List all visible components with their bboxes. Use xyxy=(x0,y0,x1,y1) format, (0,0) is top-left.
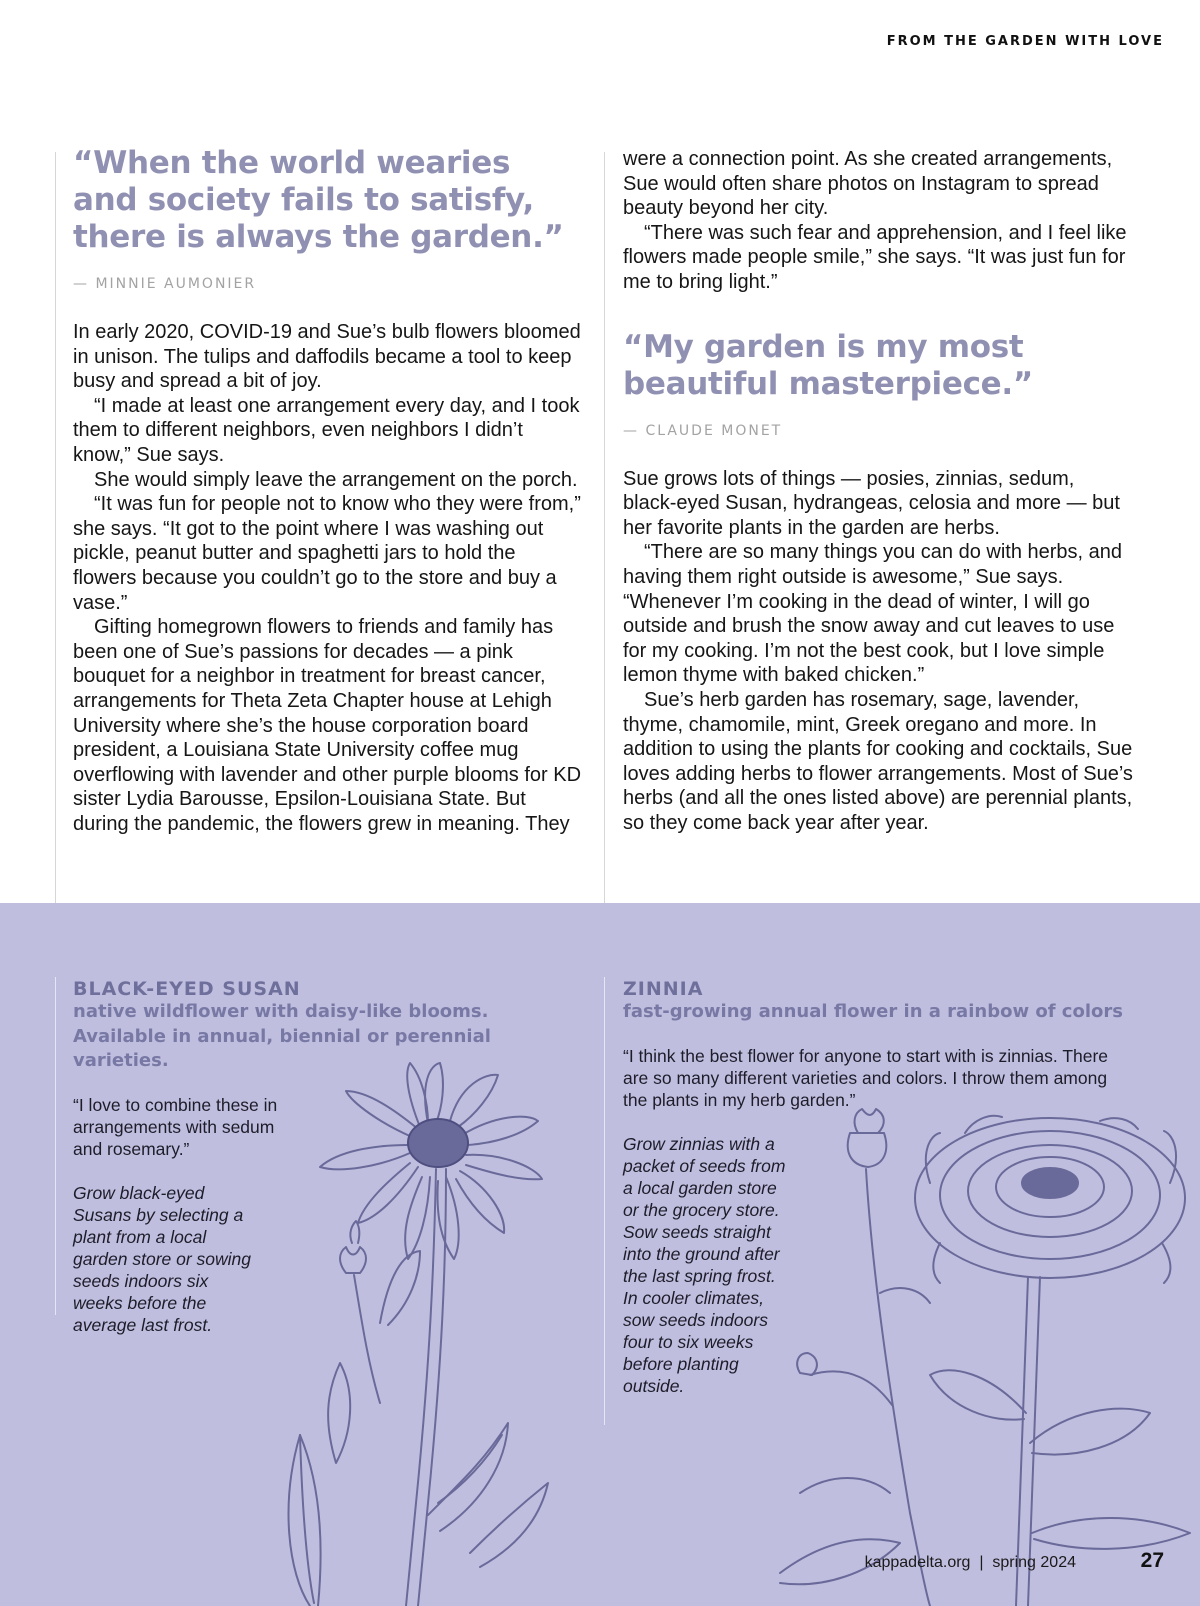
paragraph: She would simply leave the arrangement on the porch. xyxy=(94,468,578,491)
flower-sidebar-band xyxy=(0,903,1200,1606)
paragraph: “There was such fear and apprehension, and I feel like flowers made people smile,” she says. “It was just fun for me to bring light.” xyxy=(623,221,1127,293)
pull-quote-aumonier: “When the world wearies and society fails to satisfy, there is always the garden.” xyxy=(73,145,564,255)
page-number: 27 xyxy=(1140,1549,1164,1572)
black-eyed-susan-heading: BLACK-EYED SUSAN xyxy=(73,978,301,1000)
right-body-text xyxy=(623,467,1133,836)
black-eyed-susan-tip: Grow black-eyed Susans by selecting a plant from a local garden store or sowing seeds indoors six weeks before the average last frost. xyxy=(73,1182,252,1335)
pull-quote-monet: “My garden is my most beautiful masterpiece.” xyxy=(623,328,1033,402)
zinnia-quote: “I think the best flower for anyone to start with is zinnias. There are so many different varieties and colors. I throw them among the plants in my herb garden.” xyxy=(623,1045,1109,1110)
zinnia-description: fast-growing annual flower in a rainbow of colors xyxy=(623,1001,1123,1022)
right-column-rule xyxy=(604,152,605,903)
black-eyed-susan-quote: “I love to combine these in arrangements with sedum and rosemary.” xyxy=(73,1094,278,1159)
zinnia-tip: Grow zinnias with a packet of seeds from a local garden store or the grocery store. Sow seeds straight into the ground after the last spring frost. In cooler climates, sow seeds indoors four to six weeks before planting outside. xyxy=(623,1133,786,1396)
zinnia-heading: ZINNIA xyxy=(623,978,704,1000)
paragraph: were a connection point. As she created arrangements, Sue would often share photos on Instagram to spread beauty beyond her city. xyxy=(623,148,1113,220)
paragraph: In early 2020, COVID-19 and Sue’s bulb flowers bloomed in unison. The tulips and daffodils became a tool to keep busy and spread a bit of joy. xyxy=(73,321,581,393)
paragraph: Sue grows lots of things — posies, zinnias, sedum, black-eyed Susan, hydrangeas, celosia and more — but her favorite plants in the garden are herbs. xyxy=(623,467,1120,539)
footer-site-and-issue: kappadelta.org | spring 2024 xyxy=(864,1554,1076,1571)
black-eyed-susan-description: native wildflower with daisy-like blooms. Available in annual, biennial or perennial varieties. xyxy=(73,1001,491,1071)
zinnia-panel xyxy=(623,978,1133,1397)
paragraph: “There are so many things you can do with herbs, and having them right outside is awesome,” Sue says. “Whenever I’m cooking in the dead of winter, I will go outside and brush the snow away and cut leaves to use for my cooking. I’m not the best cook, but I love simple lemon thyme with baked chicken.” xyxy=(623,541,1123,687)
right-column xyxy=(623,147,1133,835)
running-header: FROM THE GARDEN WITH LOVE xyxy=(886,34,1164,49)
sidebar-left-rule xyxy=(55,977,56,1315)
quote-attribution-monet: — CLAUDE MONET xyxy=(623,422,783,439)
left-column xyxy=(73,145,583,836)
black-eyed-susan-panel xyxy=(73,978,573,1336)
sidebar-right-rule xyxy=(604,977,605,1425)
paragraph: Gifting homegrown flowers to friends and family has been one of Sue’s passions for decades — a pink bouquet for a neighbor in treatment for breast cancer, arrangements for Theta Zeta Chapter house at Lehigh University where she’s the house corporation board president, a Louisiana State University coffee mug overflowing with lavender and other purple blooms for KD sister Lydia Barousse, Epsilon-Louisiana State. But during the pandemic, the flowers grew in meaning. They xyxy=(73,616,582,835)
paragraph: “I made at least one arrangement every day, and I took them to different neighbors, even neighbors I didn’t know,” Sue says. xyxy=(73,394,580,466)
paragraph: Sue’s herb garden has rosemary, sage, lavender, thyme, chamomile, mint, Greek oregano and more. In addition to using the plants for cooking and cocktails, Sue loves adding herbs to flower arrangements. Most of Sue’s herbs (and all the ones listed above) are perennial plants, so they come back year after year. xyxy=(623,688,1133,834)
right-body-text-top xyxy=(623,147,1133,295)
paragraph: “It was fun for people not to know who they were from,” she says. “It got to the point where I was washing out pickle, peanut butter and spaghetti jars to hold the flowers because you couldn’t go to the store and buy a vase.” xyxy=(73,493,581,614)
left-body-text xyxy=(73,320,583,836)
quote-attribution-aumonier: — MINNIE AUMONIER xyxy=(73,276,257,292)
left-column-rule xyxy=(55,152,56,903)
